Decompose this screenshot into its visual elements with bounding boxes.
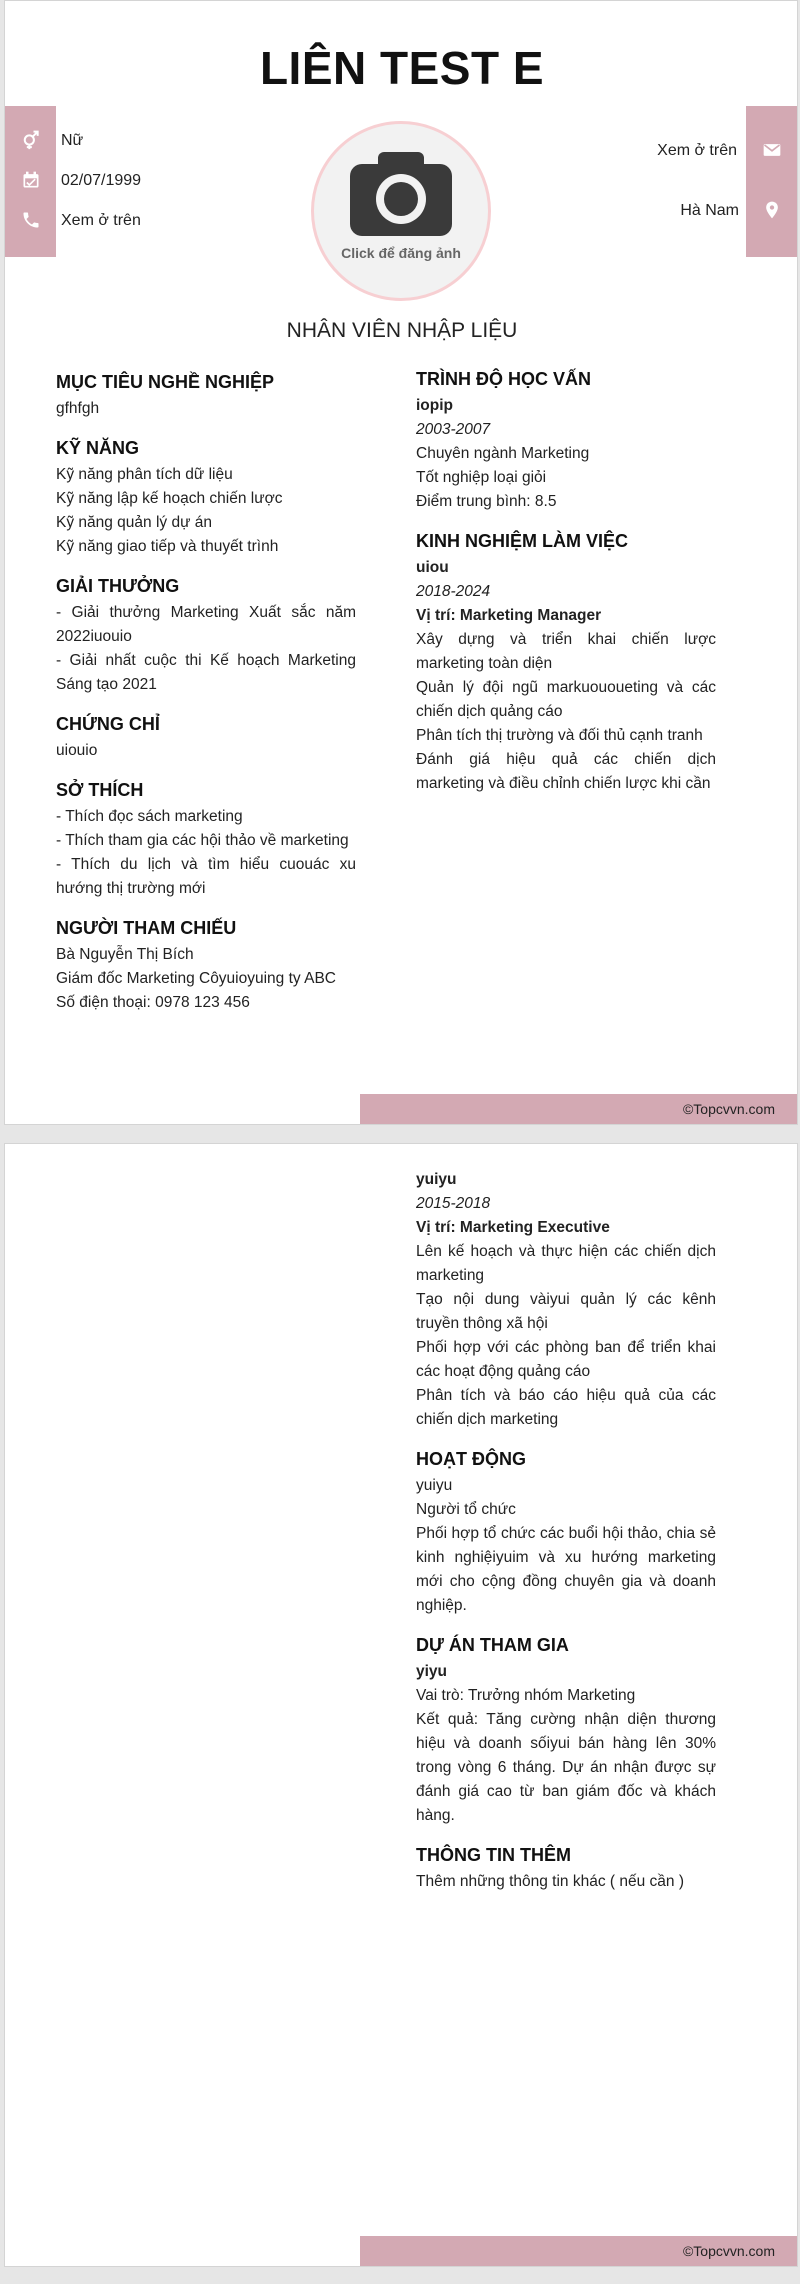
footer-brand: ©Topcvvn.com [360, 2236, 797, 2266]
skills-section [56, 435, 356, 559]
job-period[interactable]: 2018-2024 [416, 583, 491, 600]
hobbies-heading: SỞ THÍCH [56, 780, 144, 800]
company-name[interactable]: uiou [416, 559, 449, 576]
project-name[interactable]: yiyu [416, 1663, 448, 1680]
reference-line[interactable]: Bà Nguyễn Thị Bích [56, 946, 194, 963]
awards-section [56, 573, 356, 697]
activity-text[interactable]: Phối hợp tổ chức các buổi hội thảo, chia sẻ kinh nghiệiyuim và xu hướng marketing mới cho cộng đồng chuyên gia và doanh nghiệp. [416, 1525, 716, 1614]
reference-line[interactable]: Giám đốc Marketing Côyuioyuing ty ABC [56, 970, 336, 987]
activities-heading: HOẠT ĐỘNG [416, 1449, 526, 1469]
job-duty[interactable]: Lên kế hoạch và thực hiện các chiến dịch marketing [416, 1243, 716, 1284]
email-value[interactable]: Xem ở trên [657, 142, 737, 159]
footer-brand: ©Topcvvn.com [360, 1094, 797, 1124]
education-section [416, 366, 716, 514]
cv-page-1 [4, 0, 798, 1125]
address-value[interactable]: Hà Nam [680, 202, 739, 219]
more-info-heading: THÔNG TIN THÊM [416, 1845, 571, 1865]
more-info-text[interactable]: Thêm những thông tin khác ( nếu cần ) [416, 1873, 685, 1890]
left-column [56, 369, 356, 1029]
school-name[interactable]: iopip [416, 397, 454, 414]
objective-text[interactable]: gfhfgh [56, 400, 100, 417]
certificates-text[interactable]: uiouio [56, 742, 98, 759]
award-item[interactable]: - Giải nhất cuộc thi Kế hoạch Marketing Sáng tạo 2021 [56, 652, 356, 693]
camera-icon [350, 152, 452, 236]
right-column-continued [416, 1168, 716, 1908]
activity-role[interactable]: Người tổ chức [416, 1501, 516, 1518]
skill-item[interactable]: Kỹ năng phân tích dữ liệu [56, 466, 233, 483]
job-period[interactable]: 2015-2018 [416, 1195, 491, 1212]
education-line[interactable]: Tốt nghiệp loại giỏi [416, 469, 547, 486]
phone-icon [20, 209, 42, 231]
location-pin-icon [761, 199, 783, 221]
job-duty[interactable]: Phối hợp với các phòng ban để triển khai các hoạt động quảng cáo [416, 1339, 716, 1380]
education-line[interactable]: Điểm trung bình: 8.5 [416, 493, 557, 510]
candidate-name[interactable]: LIÊN TEST E [259, 42, 545, 94]
mail-icon [761, 139, 783, 161]
education-line[interactable]: Chuyên ngành Marketing [416, 445, 590, 462]
right-icon-band [746, 106, 797, 257]
birthday-value[interactable]: 02/07/1999 [61, 172, 142, 189]
projects-section [416, 1632, 716, 1828]
education-heading: TRÌNH ĐỘ HỌC VẤN [416, 369, 591, 389]
projects-heading: DỰ ÁN THAM GIA [416, 1635, 569, 1655]
gender-icon [20, 129, 42, 151]
activity-org[interactable]: yuiyu [416, 1477, 453, 1494]
education-period[interactable]: 2003-2007 [416, 421, 491, 438]
gender-value[interactable]: Nữ [61, 132, 84, 149]
objective-section [56, 369, 356, 421]
references-heading: NGƯỜI THAM CHIẾU [56, 918, 237, 938]
left-icon-band [5, 106, 56, 257]
avatar-upload[interactable] [311, 121, 491, 301]
objective-heading: MỤC TIÊU NGHỀ NGHIỆP [56, 372, 275, 392]
skill-item[interactable]: Kỹ năng lập kế hoạch chiến lược [56, 490, 283, 507]
hobby-item[interactable]: - Thích đọc sách marketing [56, 808, 243, 825]
references-section [56, 915, 356, 1015]
awards-heading: GIẢI THƯỞNG [56, 576, 180, 596]
right-column [416, 366, 716, 810]
more-info-section [416, 1842, 716, 1894]
job-duty[interactable]: Phân tích và báo cáo hiệu quả của các chiến dịch marketing [416, 1387, 716, 1428]
job-position[interactable]: Vị trí: Marketing Executive [416, 1219, 610, 1236]
project-role[interactable]: Vai trò: Trưởng nhóm Marketing [416, 1687, 636, 1704]
avatar-caption: Click để đăng ảnh [341, 245, 461, 261]
skills-heading: KỸ NĂNG [56, 438, 140, 458]
experience-section [416, 528, 716, 796]
skill-item[interactable]: Kỹ năng giao tiếp và thuyết trình [56, 538, 279, 555]
cv-page-2 [4, 1143, 798, 2267]
activities-section [416, 1446, 716, 1618]
hobby-item[interactable]: - Thích tham gia các hội thảo về marketing [56, 832, 349, 849]
project-result[interactable]: Kết quả: Tăng cường nhận diện thương hiệu và doanh sốiyui bán hàng lên 30% trong vòng 6 tháng. Dự án nhận được sự đánh giá cao từ ban giám đốc và khách hàng. [416, 1711, 716, 1824]
hobby-item[interactable]: - Thích du lịch và tìm hiểu cuouác xu hướng thị trường mới [56, 856, 356, 897]
experience-continued [416, 1168, 716, 1432]
job-title[interactable]: NHÂN VIÊN NHẬP LIỆU [286, 319, 518, 342]
job-duty[interactable]: Quản lý đội ngũ markuououeting và các chiến dịch quảng cáo [416, 679, 716, 720]
job-duty[interactable]: Phân tích thị trường và đối thủ cạnh tranh [416, 727, 703, 744]
experience-heading: KINH NGHIỆM LÀM VIỆC [416, 531, 629, 551]
job-duty[interactable]: Tạo nội dung vàiyui quản lý các kênh truyền thông xã hội [416, 1291, 716, 1332]
company-name[interactable]: yuiyu [416, 1171, 457, 1188]
job-duty[interactable]: Đánh giá hiệu quả các chiến dịch marketing và điều chỉnh chiến lược khi cần [416, 751, 716, 792]
job-duty[interactable]: Xây dựng và triển khai chiến lược marketing toàn diện [416, 631, 716, 672]
job-position[interactable]: Vị trí: Marketing Manager [416, 607, 602, 624]
certificates-section [56, 711, 356, 763]
phone-value[interactable]: Xem ở trên [61, 212, 141, 229]
award-item[interactable]: - Giải thưởng Marketing Xuất sắc năm 2022iuouio [56, 604, 356, 645]
hobbies-section [56, 777, 356, 901]
certificates-heading: CHỨNG CHỈ [56, 714, 160, 734]
calendar-icon [20, 169, 42, 191]
reference-line[interactable]: Số điện thoại: 0978 123 456 [56, 994, 250, 1011]
skill-item[interactable]: Kỹ năng quản lý dự án [56, 514, 213, 531]
